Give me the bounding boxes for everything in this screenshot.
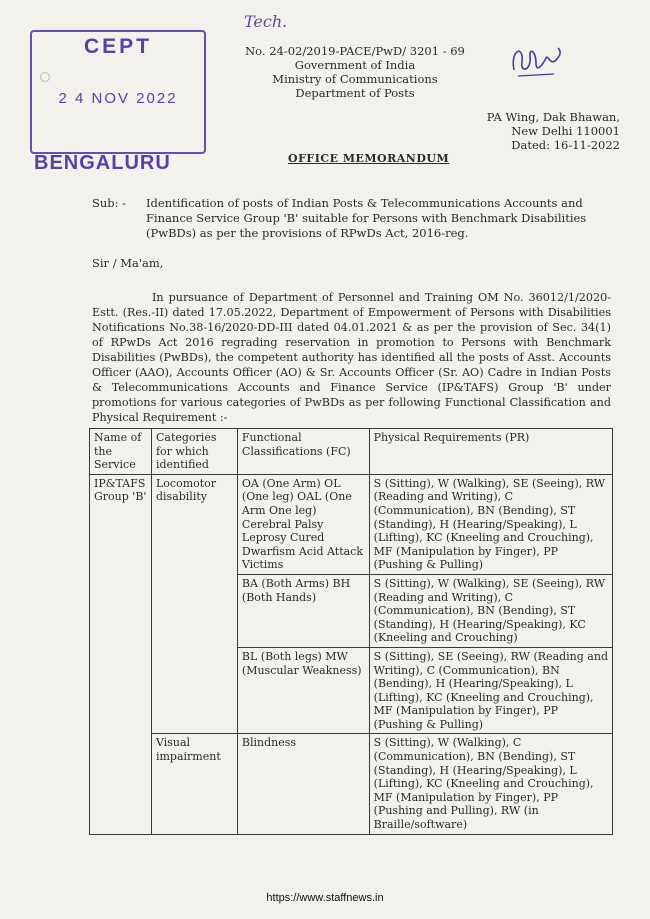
- stamp-city: BENGALURU: [34, 152, 171, 174]
- office-date: Dated: 16-11-2022: [511, 138, 620, 152]
- ministry-line: Ministry of Communications: [272, 72, 438, 86]
- department-line: Department of Posts: [295, 86, 415, 100]
- service-cell: IP&TAFS Group 'B': [90, 474, 152, 834]
- office-address: [487, 110, 620, 152]
- pr-cell: S (Sitting), W (Walking), C (Communication), BN (Bending), ST (Standing), H (Hearing/Speaking), L (Lifting), KC (Kneeling and Crouching), MF (Manipulation by Finger), PP (Pushing and Pulling), RW (in Braille/software): [369, 734, 612, 834]
- signature-icon: [506, 40, 566, 86]
- memo-title: OFFICE MEMORANDUM: [288, 152, 450, 165]
- reference-number: No. 24-02/2019-PACE/PwD/ 3201 - 69: [245, 44, 465, 58]
- fc-cell: BA (Both Arms) BH (Both Hands): [237, 574, 369, 647]
- body-paragraph: In pursuance of Department of Personnel and Training OM No. 36012/1/2020-Estt. (Res.-II) dated 17.05.2022, Department of Empowerment of Persons with Disabilities Notifications No.38-16/2020-DD-III dated 04.01.2021 & as per the provision of Sec. 34(1) of RPwDs Act 2016 regrading reservation in promotion to Persons with Benchmark Disabilities (PwBDs), the competent authority has identified all the posts of Asst. Accounts Officer (AAO), Accounts Officer (AO) & Sr. Accounts Officer (Sr. AO) Cadre in Indian Posts & Telecommunications Accounts and Finance Service (IP&TAFS) Group 'B' under promotions for various categories of PwBDs as per following Functional Classification and Physical Requirement :-: [92, 291, 611, 424]
- table-header: Name of the Service: [90, 429, 152, 475]
- category-cell: Visual impairment: [151, 734, 237, 834]
- table-header-row: [90, 429, 613, 475]
- requirements-table: [89, 428, 613, 835]
- table-row: [90, 734, 613, 834]
- subject-text: Identification of posts of Indian Posts & Telecommunications Accounts and Finance Service Group 'B' suitable for Persons with Benchmark Disabilities (PwBDs) as per the provisions of RPwDs Act, 2016-reg.: [146, 196, 587, 240]
- table-row: [90, 474, 613, 574]
- table-header: Categories for which identified: [151, 429, 237, 475]
- subject-label: Sub: -: [92, 196, 127, 210]
- pr-cell: S (Sitting), W (Walking), SE (Seeing), RW (Reading and Writing), C (Communication), BN (Bending), ST (Standing), H (Hearing/Speaking), KC (Kneeling and Crouching): [369, 574, 612, 647]
- pr-cell: S (Sitting), W (Walking), SE (Seeing), RW (Reading and Writing), C (Communication), BN (Bending), ST (Standing), H (Hearing/Speaking), L (Lifting), KC (Kneeling and Crouching), MF (Manipulation by Finger), PP (Pushing & Pulling): [369, 474, 612, 574]
- table-header: Physical Requirements (PR): [369, 429, 612, 475]
- category-cell: Locomotor disability: [151, 474, 237, 734]
- salutation: Sir / Ma'am,: [92, 256, 164, 270]
- footer-url: https://www.staffnews.in: [266, 892, 384, 904]
- office-wing: PA Wing, Dak Bhawan,: [486, 110, 620, 124]
- pr-cell: S (Sitting), SE (Seeing), RW (Reading and Writing), C (Communication), BN (Bending), H (Hearing/Speaking), L (Lifting), KC (Kneeling and Crouching), MF (Manipulation by Finger), PP (Pushing & Pulling): [369, 647, 612, 734]
- punch-hole-icon: [40, 72, 50, 82]
- letter-header: [240, 44, 470, 100]
- received-stamp: [30, 30, 206, 174]
- fc-cell: OA (One Arm) OL (One leg) OAL (One Arm One leg) Cerebral Palsy Leprosy Cured Dwarfism Acid Attack Victims: [237, 474, 369, 574]
- stamp-org: CEPT: [83, 35, 152, 58]
- government-line: Government of India: [294, 58, 416, 72]
- fc-cell: Blindness: [237, 734, 369, 834]
- office-city: New Delhi 110001: [511, 124, 620, 138]
- stamp-date: 2 4 NOV 2022: [58, 90, 178, 107]
- table-header: Functional Classifications (FC): [237, 429, 369, 475]
- handwritten-note: Tech.: [244, 12, 288, 31]
- fc-cell: BL (Both legs) MW (Muscular Weakness): [237, 647, 369, 734]
